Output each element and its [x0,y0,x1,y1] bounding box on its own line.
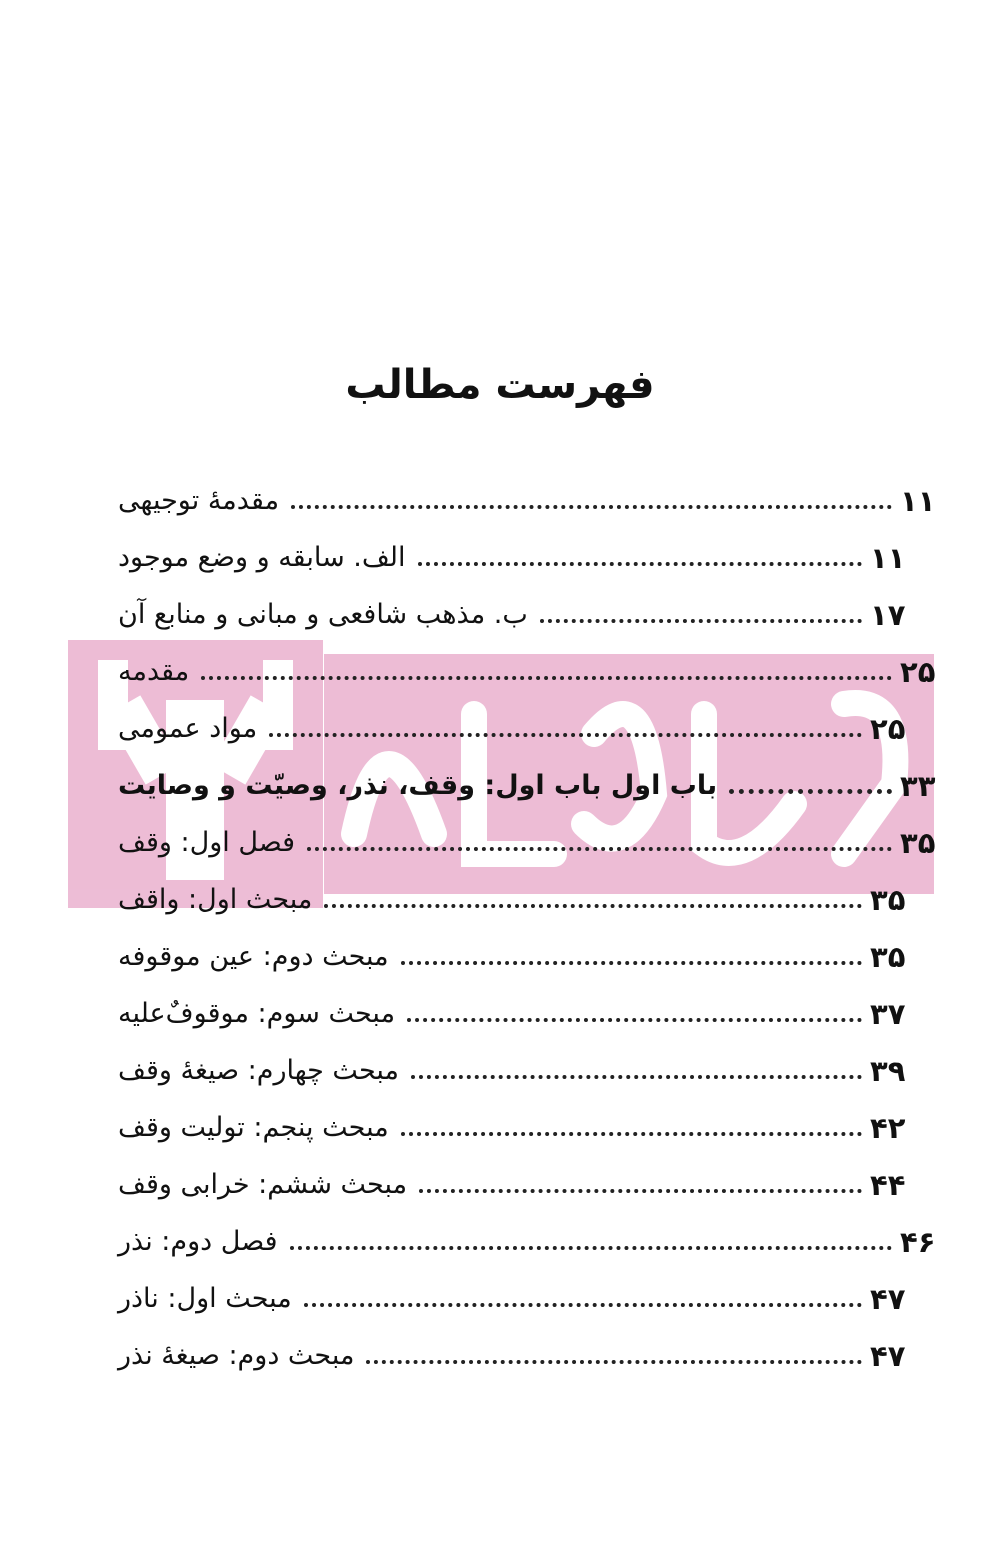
toc-entry-title: ب. مذهب شافعی و مبانی و منابع آن [118,599,528,630]
toc-entry[interactable] [118,1327,946,1384]
toc-entry[interactable] [118,871,946,928]
toc-entry-title: مبحث اول: ناذر [118,1283,292,1314]
toc-entry[interactable] [118,814,946,871]
toc-entry-page-number: ۲۵ [870,711,906,746]
toc-leader-dots [366,1360,862,1364]
toc-entry[interactable] [118,586,946,643]
toc-entry[interactable] [118,700,946,757]
toc-entry-title: مبحث دوم: عین موقوفه [118,941,389,972]
toc-leader-dots [324,904,862,908]
toc-leader-dots [291,505,892,509]
table-of-contents [118,472,946,1384]
toc-entry-page-number: ۳۳ [900,768,936,803]
toc-entry-title: مبحث چهارم: صیغهٔ وقف [118,1055,399,1086]
toc-entry[interactable] [118,1213,946,1270]
toc-entry[interactable] [118,1042,946,1099]
toc-entry-page-number: ۱۷ [870,597,906,632]
toc-entry-page-number: ۴۴ [870,1167,906,1202]
toc-entry-title: مبحث دوم: صیغهٔ نذر [118,1340,355,1371]
toc-leader-dots [307,847,892,851]
toc-entry-title: مقدمه [118,656,190,687]
toc-leader-dots [269,733,862,737]
toc-entry-title: مبحث اول: واقف [118,884,313,915]
toc-entry-title: فصل دوم: نذر [118,1226,278,1257]
toc-leader-dots [540,619,862,623]
toc-leader-dots [411,1075,862,1079]
toc-entry[interactable] [118,529,946,586]
toc-entry-page-number: ۴۶ [900,1224,936,1259]
toc-entry-title: مقدمهٔ توجیهی [118,485,280,516]
toc-entry[interactable] [118,643,946,700]
toc-entry-page-number: ۲۵ [900,654,936,689]
toc-entry[interactable] [118,985,946,1042]
toc-entry-page-number: ۳۹ [870,1053,906,1088]
toc-entry-title: باب اول باب اول: وقف، نذر، وصیّت و وصایت [118,770,718,801]
toc-leader-dots [201,676,892,680]
toc-entry-page-number: ۳۵ [870,939,906,974]
toc-leader-dots [401,961,862,965]
toc-leader-dots [419,1189,862,1193]
toc-entry[interactable] [118,757,946,814]
toc-entry[interactable] [118,1156,946,1213]
toc-entry[interactable] [118,928,946,985]
toc-leader-dots [401,1132,862,1136]
toc-entry-page-number: ۳۵ [870,882,906,917]
toc-leader-dots [729,789,892,794]
toc-entry-title: فصل اول: وقف [118,827,296,858]
toc-leader-dots [290,1246,892,1250]
toc-entry-page-number: ۱۱ [870,540,906,575]
toc-leader-dots [418,562,862,566]
toc-entry[interactable] [118,472,946,529]
toc-entry-page-number: ۳۵ [900,825,936,860]
toc-entry-page-number: ۱۱ [900,483,936,518]
toc-entry-page-number: ۴۷ [870,1281,906,1316]
toc-leader-dots [304,1303,862,1307]
toc-entry-page-number: ۴۲ [870,1110,906,1145]
toc-entry-page-number: ۴۷ [870,1338,906,1373]
toc-entry[interactable] [118,1270,946,1327]
toc-entry-title: مواد عمومی [118,713,258,744]
toc-entry-title: مبحث پنجم: تولیت وقف [118,1112,389,1143]
toc-entry-title: مبحث ششم: خرابی وقف [118,1169,408,1200]
toc-entry-title: الف. سابقه و وضع موجود [118,542,406,573]
toc-leader-dots [407,1018,862,1022]
toc-entry[interactable] [118,1099,946,1156]
page-title: فهرست مطالب [345,362,655,408]
toc-entry-title: مبحث سوم: موقوفٌ‌علیه [118,998,396,1029]
toc-entry-page-number: ۳۷ [870,996,906,1031]
